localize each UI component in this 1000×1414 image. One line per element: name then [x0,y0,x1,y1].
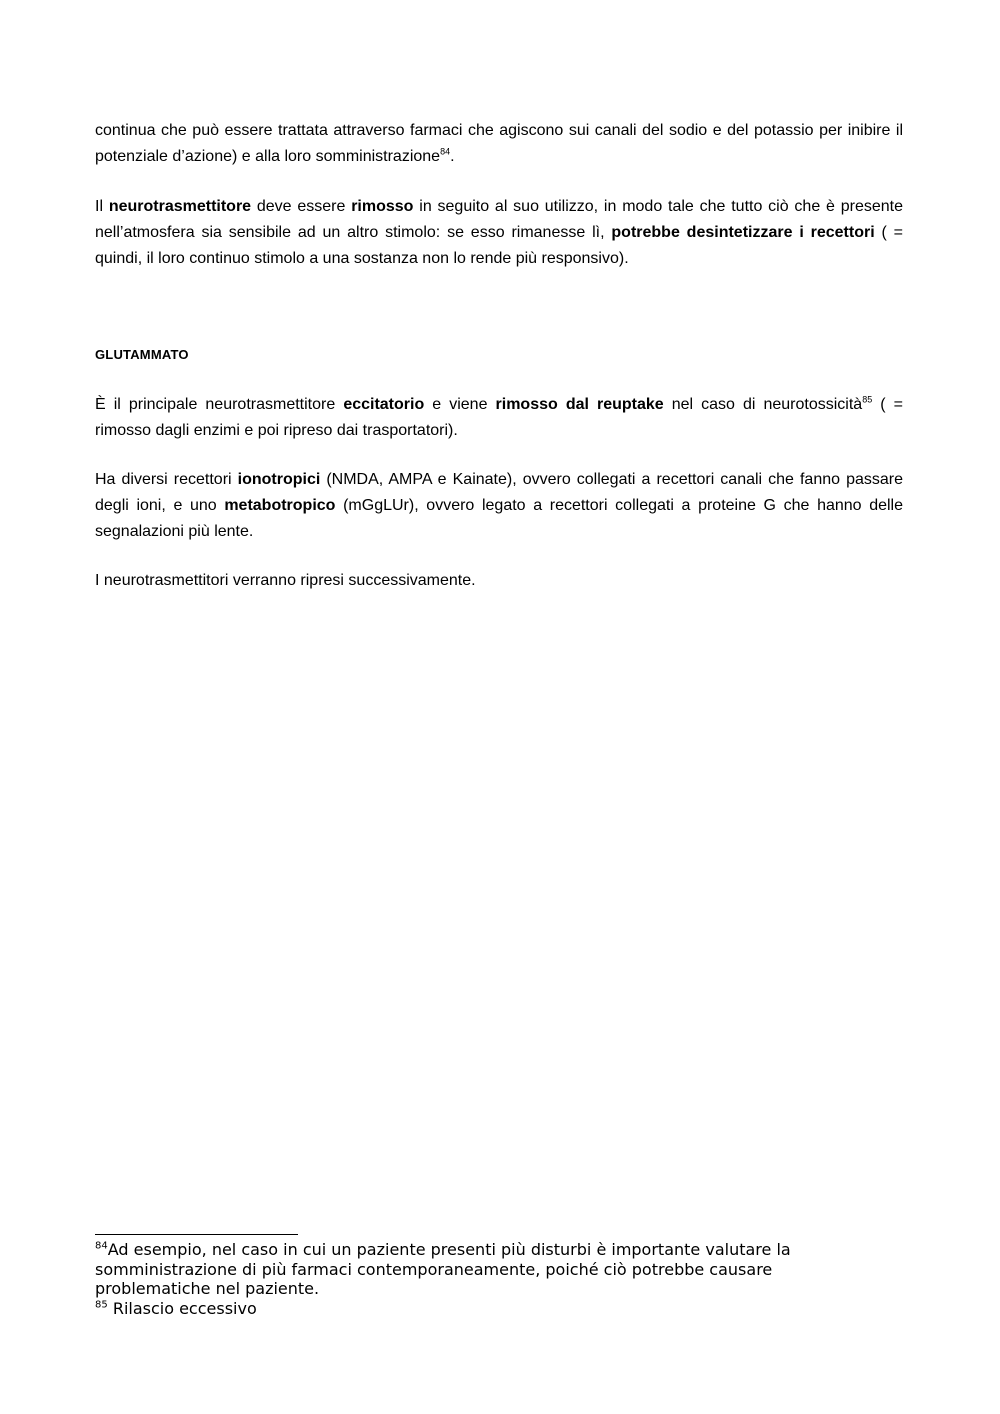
paragraph-glutamate-intro [95,392,903,444]
paragraph-neurotransmitter-removal [95,194,903,272]
bold-term: rimosso dal reuptake [495,396,664,413]
paragraph-text: nel caso di neurotossicità [663,396,863,413]
footnote-separator [95,1234,298,1235]
bold-term: ionotropici [237,471,321,488]
footnote-number: 84 [95,1240,108,1252]
footnote-ref-84[interactable]: 84 [440,146,451,157]
bold-term: eccitatorio [343,396,425,413]
paragraph-text: I neurotrasmettitori verranno ripresi successivamente. [95,572,476,589]
footnote-ref-85[interactable]: 85 [862,394,873,405]
paragraph-text: ( = rimosso dagli enzimi e poi ripreso dai trasportatori). [95,396,904,439]
paragraph-text: (mGgLUr), ovvero legato a recettori collegati a proteine G che hanno delle segnalazioni più lente. [95,497,904,540]
paragraph-text: Il [95,198,109,215]
paragraph-text: continua che può essere trattata attraverso farmaci che agiscono sui canali del sodio e del potassio per inibire il potenziale d’azione) e alla loro somministrazione [95,122,903,165]
paragraph-text: Ha diversi recettori [95,471,238,488]
paragraph-text: È il principale neurotrasmettitore [95,396,344,413]
bold-term: rimosso [351,198,414,215]
bold-term: neurotrasmettitore [108,198,252,215]
paragraph-receptors [95,467,903,545]
paragraph-closing [95,568,903,594]
footnote-text: Ad esempio, nel caso in cui un paziente presenti più disturbi è importante valutare la somministrazione di più farmaci contemporaneamente, poiché ciò potrebbe causare problematiche nel paziente. [95,1240,791,1298]
paragraph-text: in seguito al suo utilizzo, in modo tale che tutto ciò che è presente nell’atmosfera sia sensibile ad un altro stimolo: se esso rimanesse lì, [95,198,903,241]
paragraph-text: ( = quindi, il loro continuo stimolo a una sostanza non lo rende più responsivo). [95,224,904,267]
footnote-84 [95,1240,875,1299]
footnote-number: 85 [95,1299,108,1311]
paragraph-text: . [450,148,455,165]
section-heading: GLUTAMMATO [95,347,189,362]
footnote-text: Rilascio eccessivo [107,1299,257,1318]
footnote-85 [95,1299,875,1319]
bold-term: metabotropico [224,497,336,514]
paragraph-continuation [95,118,903,170]
bold-term: potrebbe desintetizzare i recettori [611,224,875,241]
paragraph-text: e viene [424,396,496,413]
paragraph-text: (NMDA, AMPA e Kainate), ovvero collegati a recettori canali che fanno passare degli ioni, e uno [95,471,903,514]
paragraph-text: deve essere [251,198,352,215]
